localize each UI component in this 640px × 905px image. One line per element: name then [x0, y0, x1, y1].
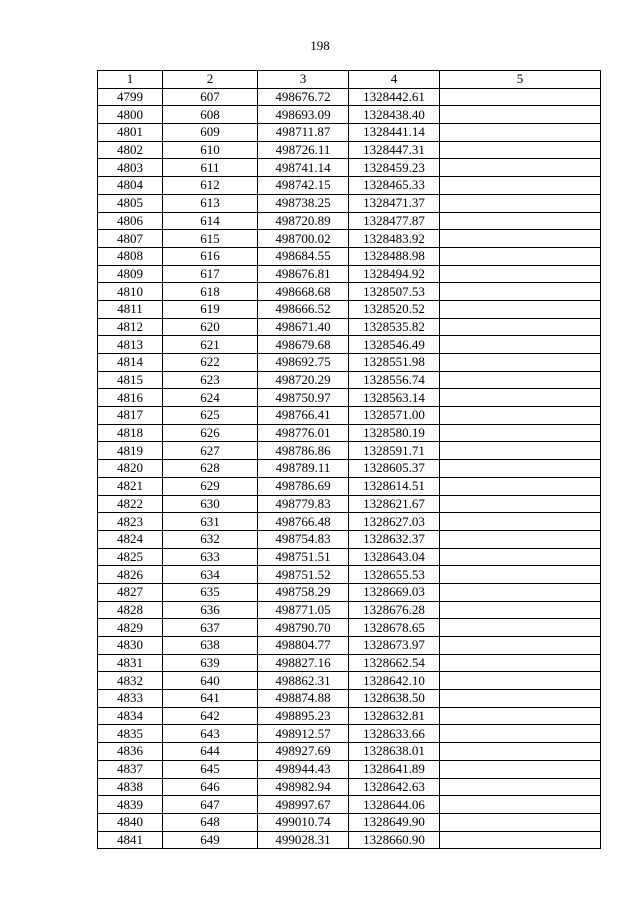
note-cell — [440, 442, 601, 460]
y-coordinate-cell: 1328477.87 — [349, 212, 440, 230]
y-coordinate-cell: 1328632.37 — [349, 530, 440, 548]
note-cell — [440, 389, 601, 407]
vertex-number-cell: 645 — [163, 760, 258, 778]
table-row — [98, 177, 601, 195]
x-coordinate-cell: 498684.55 — [258, 247, 349, 265]
y-coordinate-cell: 1328621.67 — [349, 495, 440, 513]
vertex-number-cell: 627 — [163, 442, 258, 460]
vertex-number-cell: 648 — [163, 813, 258, 831]
note-cell — [440, 495, 601, 513]
point-number-cell: 4838 — [98, 778, 163, 796]
point-number-cell: 4820 — [98, 460, 163, 478]
point-number-cell: 4826 — [98, 566, 163, 584]
vertex-number-cell: 610 — [163, 141, 258, 159]
table-header — [98, 71, 601, 89]
table-row — [98, 354, 601, 372]
table-row — [98, 477, 601, 495]
point-number-cell: 4835 — [98, 725, 163, 743]
vertex-number-cell: 640 — [163, 672, 258, 690]
note-cell — [440, 637, 601, 655]
table-row — [98, 283, 601, 301]
x-coordinate-cell: 498790.70 — [258, 619, 349, 637]
x-coordinate-cell: 498668.68 — [258, 283, 349, 301]
table-row — [98, 707, 601, 725]
table-row — [98, 690, 601, 708]
x-coordinate-cell: 498982.94 — [258, 778, 349, 796]
x-coordinate-cell: 498711.87 — [258, 124, 349, 142]
point-number-cell: 4840 — [98, 813, 163, 831]
y-coordinate-cell: 1328669.03 — [349, 583, 440, 601]
table-row — [98, 124, 601, 142]
table-row — [98, 336, 601, 354]
note-cell — [440, 548, 601, 566]
table-row — [98, 566, 601, 584]
y-coordinate-cell: 1328641.89 — [349, 760, 440, 778]
point-number-cell: 4814 — [98, 354, 163, 372]
point-number-cell: 4812 — [98, 318, 163, 336]
page-number: 198 — [310, 38, 330, 53]
x-coordinate-cell: 498874.88 — [258, 690, 349, 708]
note-cell — [440, 141, 601, 159]
note-cell — [440, 513, 601, 531]
table-row — [98, 760, 601, 778]
vertex-number-cell: 615 — [163, 230, 258, 248]
point-number-cell: 4830 — [98, 637, 163, 655]
point-number-cell: 4819 — [98, 442, 163, 460]
table-row — [98, 212, 601, 230]
x-coordinate-cell: 498754.83 — [258, 530, 349, 548]
vertex-number-cell: 631 — [163, 513, 258, 531]
point-number-cell: 4837 — [98, 760, 163, 778]
note-cell — [440, 707, 601, 725]
y-coordinate-cell: 1328494.92 — [349, 265, 440, 283]
y-coordinate-cell: 1328591.71 — [349, 442, 440, 460]
table-row — [98, 106, 601, 124]
y-coordinate-cell: 1328438.40 — [349, 106, 440, 124]
note-cell — [440, 88, 601, 106]
y-coordinate-cell: 1328442.61 — [349, 88, 440, 106]
y-coordinate-cell: 1328605.37 — [349, 460, 440, 478]
table-row — [98, 796, 601, 814]
point-number-cell: 4816 — [98, 389, 163, 407]
point-number-cell: 4832 — [98, 672, 163, 690]
y-coordinate-cell: 1328614.51 — [349, 477, 440, 495]
note-cell — [440, 601, 601, 619]
x-coordinate-cell: 498804.77 — [258, 637, 349, 655]
vertex-number-cell: 642 — [163, 707, 258, 725]
table-row — [98, 530, 601, 548]
x-coordinate-cell: 498771.05 — [258, 601, 349, 619]
note-cell — [440, 743, 601, 761]
y-coordinate-cell: 1328580.19 — [349, 424, 440, 442]
y-coordinate-cell: 1328520.52 — [349, 300, 440, 318]
table-row — [98, 460, 601, 478]
note-cell — [440, 424, 601, 442]
table-row — [98, 442, 601, 460]
y-coordinate-cell: 1328507.53 — [349, 283, 440, 301]
x-coordinate-cell: 499028.31 — [258, 831, 349, 849]
point-number-cell: 4824 — [98, 530, 163, 548]
table-row — [98, 424, 601, 442]
x-coordinate-cell: 498750.97 — [258, 389, 349, 407]
vertex-number-cell: 639 — [163, 654, 258, 672]
vertex-number-cell: 613 — [163, 194, 258, 212]
vertex-number-cell: 622 — [163, 354, 258, 372]
table-row — [98, 654, 601, 672]
y-coordinate-cell: 1328643.04 — [349, 548, 440, 566]
x-coordinate-cell: 498758.29 — [258, 583, 349, 601]
point-number-cell: 4806 — [98, 212, 163, 230]
y-coordinate-cell: 1328483.92 — [349, 230, 440, 248]
vertex-number-cell: 624 — [163, 389, 258, 407]
note-cell — [440, 194, 601, 212]
y-coordinate-cell: 1328676.28 — [349, 601, 440, 619]
table-row — [98, 300, 601, 318]
note-cell — [440, 106, 601, 124]
x-coordinate-cell: 498676.81 — [258, 265, 349, 283]
point-number-cell: 4815 — [98, 371, 163, 389]
table-row — [98, 619, 601, 637]
point-number-cell: 4833 — [98, 690, 163, 708]
y-coordinate-cell: 1328546.49 — [349, 336, 440, 354]
note-cell — [440, 566, 601, 584]
x-coordinate-cell: 498742.15 — [258, 177, 349, 195]
point-number-cell: 4818 — [98, 424, 163, 442]
vertex-number-cell: 641 — [163, 690, 258, 708]
y-coordinate-cell: 1328678.65 — [349, 619, 440, 637]
x-coordinate-cell: 498720.89 — [258, 212, 349, 230]
point-number-cell: 4813 — [98, 336, 163, 354]
vertex-number-cell: 647 — [163, 796, 258, 814]
x-coordinate-cell: 498997.67 — [258, 796, 349, 814]
y-coordinate-cell: 1328642.10 — [349, 672, 440, 690]
note-cell — [440, 371, 601, 389]
table-row — [98, 495, 601, 513]
point-number-cell: 4829 — [98, 619, 163, 637]
note-cell — [440, 477, 601, 495]
x-coordinate-cell: 498766.48 — [258, 513, 349, 531]
vertex-number-cell: 611 — [163, 159, 258, 177]
note-cell — [440, 283, 601, 301]
table-row — [98, 194, 601, 212]
note-cell — [440, 300, 601, 318]
note-cell — [440, 354, 601, 372]
point-number-cell: 4817 — [98, 407, 163, 425]
note-cell — [440, 159, 601, 177]
header-row — [98, 71, 601, 89]
vertex-number-cell: 638 — [163, 637, 258, 655]
vertex-number-cell: 649 — [163, 831, 258, 849]
vertex-number-cell: 618 — [163, 283, 258, 301]
point-number-cell: 4799 — [98, 88, 163, 106]
note-cell — [440, 760, 601, 778]
y-coordinate-cell: 1328673.97 — [349, 637, 440, 655]
vertex-number-cell: 623 — [163, 371, 258, 389]
x-coordinate-cell: 498720.29 — [258, 371, 349, 389]
point-number-cell: 4822 — [98, 495, 163, 513]
column-header-2: 2 — [163, 71, 258, 89]
table-row — [98, 583, 601, 601]
x-coordinate-cell: 498726.11 — [258, 141, 349, 159]
y-coordinate-cell: 1328571.00 — [349, 407, 440, 425]
y-coordinate-cell: 1328535.82 — [349, 318, 440, 336]
point-number-cell: 4827 — [98, 583, 163, 601]
vertex-number-cell: 617 — [163, 265, 258, 283]
x-coordinate-cell: 498789.11 — [258, 460, 349, 478]
note-cell — [440, 124, 601, 142]
note-cell — [440, 654, 601, 672]
x-coordinate-cell: 498751.52 — [258, 566, 349, 584]
note-cell — [440, 725, 601, 743]
note-cell — [440, 796, 601, 814]
vertex-number-cell: 616 — [163, 247, 258, 265]
table-row — [98, 672, 601, 690]
x-coordinate-cell: 498671.40 — [258, 318, 349, 336]
point-number-cell: 4810 — [98, 283, 163, 301]
note-cell — [440, 619, 601, 637]
y-coordinate-cell: 1328465.33 — [349, 177, 440, 195]
vertex-number-cell: 625 — [163, 407, 258, 425]
x-coordinate-cell: 498666.52 — [258, 300, 349, 318]
y-coordinate-cell: 1328627.03 — [349, 513, 440, 531]
note-cell — [440, 265, 601, 283]
column-header-1: 1 — [98, 71, 163, 89]
note-cell — [440, 336, 601, 354]
note-cell — [440, 530, 601, 548]
x-coordinate-cell: 498692.75 — [258, 354, 349, 372]
vertex-number-cell: 612 — [163, 177, 258, 195]
y-coordinate-cell: 1328638.01 — [349, 743, 440, 761]
point-number-cell: 4841 — [98, 831, 163, 849]
table-row — [98, 159, 601, 177]
table-row — [98, 407, 601, 425]
y-coordinate-cell: 1328488.98 — [349, 247, 440, 265]
x-coordinate-cell: 498751.51 — [258, 548, 349, 566]
note-cell — [440, 831, 601, 849]
x-coordinate-cell: 498944.43 — [258, 760, 349, 778]
table-body — [98, 88, 601, 849]
x-coordinate-cell: 498786.69 — [258, 477, 349, 495]
point-number-cell: 4807 — [98, 230, 163, 248]
table-row — [98, 88, 601, 106]
x-coordinate-cell: 498927.69 — [258, 743, 349, 761]
point-number-cell: 4811 — [98, 300, 163, 318]
vertex-number-cell: 634 — [163, 566, 258, 584]
point-number-cell: 4828 — [98, 601, 163, 619]
y-coordinate-cell: 1328644.06 — [349, 796, 440, 814]
table-row — [98, 230, 601, 248]
vertex-number-cell: 619 — [163, 300, 258, 318]
note-cell — [440, 318, 601, 336]
vertex-number-cell: 608 — [163, 106, 258, 124]
x-coordinate-cell: 498676.72 — [258, 88, 349, 106]
x-coordinate-cell: 498700.02 — [258, 230, 349, 248]
y-coordinate-cell: 1328563.14 — [349, 389, 440, 407]
y-coordinate-cell: 1328662.54 — [349, 654, 440, 672]
vertex-number-cell: 626 — [163, 424, 258, 442]
x-coordinate-cell: 498679.68 — [258, 336, 349, 354]
vertex-number-cell: 643 — [163, 725, 258, 743]
point-number-cell: 4823 — [98, 513, 163, 531]
column-header-5: 5 — [440, 71, 601, 89]
point-number-cell: 4834 — [98, 707, 163, 725]
table-row — [98, 831, 601, 849]
y-coordinate-cell: 1328459.23 — [349, 159, 440, 177]
vertex-number-cell: 614 — [163, 212, 258, 230]
vertex-number-cell: 633 — [163, 548, 258, 566]
point-number-cell: 4836 — [98, 743, 163, 761]
table-row — [98, 548, 601, 566]
note-cell — [440, 177, 601, 195]
x-coordinate-cell: 498786.86 — [258, 442, 349, 460]
table-row — [98, 725, 601, 743]
y-coordinate-cell: 1328556.74 — [349, 371, 440, 389]
vertex-number-cell: 607 — [163, 88, 258, 106]
vertex-number-cell: 629 — [163, 477, 258, 495]
point-number-cell: 4825 — [98, 548, 163, 566]
y-coordinate-cell: 1328638.50 — [349, 690, 440, 708]
vertex-number-cell: 628 — [163, 460, 258, 478]
point-number-cell: 4808 — [98, 247, 163, 265]
point-number-cell: 4802 — [98, 141, 163, 159]
x-coordinate-cell: 499010.74 — [258, 813, 349, 831]
x-coordinate-cell: 498766.41 — [258, 407, 349, 425]
note-cell — [440, 230, 601, 248]
x-coordinate-cell: 498779.83 — [258, 495, 349, 513]
note-cell — [440, 247, 601, 265]
y-coordinate-cell: 1328655.53 — [349, 566, 440, 584]
y-coordinate-cell: 1328551.98 — [349, 354, 440, 372]
vertex-number-cell: 635 — [163, 583, 258, 601]
note-cell — [440, 778, 601, 796]
y-coordinate-cell: 1328441.14 — [349, 124, 440, 142]
table-row — [98, 247, 601, 265]
table-row — [98, 389, 601, 407]
point-number-cell: 4831 — [98, 654, 163, 672]
vertex-number-cell: 646 — [163, 778, 258, 796]
coordinates-table — [97, 70, 601, 849]
note-cell — [440, 672, 601, 690]
table-row — [98, 265, 601, 283]
y-coordinate-cell: 1328660.90 — [349, 831, 440, 849]
vertex-number-cell: 637 — [163, 619, 258, 637]
table-row — [98, 813, 601, 831]
y-coordinate-cell: 1328447.31 — [349, 141, 440, 159]
vertex-number-cell: 630 — [163, 495, 258, 513]
table-row — [98, 513, 601, 531]
y-coordinate-cell: 1328649.90 — [349, 813, 440, 831]
point-number-cell: 4801 — [98, 124, 163, 142]
note-cell — [440, 460, 601, 478]
vertex-number-cell: 620 — [163, 318, 258, 336]
point-number-cell: 4839 — [98, 796, 163, 814]
note-cell — [440, 583, 601, 601]
y-coordinate-cell: 1328471.37 — [349, 194, 440, 212]
vertex-number-cell: 609 — [163, 124, 258, 142]
table-row — [98, 778, 601, 796]
note-cell — [440, 407, 601, 425]
point-number-cell: 4804 — [98, 177, 163, 195]
column-header-4: 4 — [349, 71, 440, 89]
y-coordinate-cell: 1328642.63 — [349, 778, 440, 796]
x-coordinate-cell: 498895.23 — [258, 707, 349, 725]
point-number-cell: 4809 — [98, 265, 163, 283]
column-header-3: 3 — [258, 71, 349, 89]
vertex-number-cell: 644 — [163, 743, 258, 761]
x-coordinate-cell: 498862.31 — [258, 672, 349, 690]
table-row — [98, 318, 601, 336]
vertex-number-cell: 621 — [163, 336, 258, 354]
y-coordinate-cell: 1328633.66 — [349, 725, 440, 743]
x-coordinate-cell: 498693.09 — [258, 106, 349, 124]
note-cell — [440, 813, 601, 831]
vertex-number-cell: 632 — [163, 530, 258, 548]
x-coordinate-cell: 498741.14 — [258, 159, 349, 177]
table-row — [98, 743, 601, 761]
vertex-number-cell: 636 — [163, 601, 258, 619]
point-number-cell: 4800 — [98, 106, 163, 124]
point-number-cell: 4821 — [98, 477, 163, 495]
y-coordinate-cell: 1328632.81 — [349, 707, 440, 725]
point-number-cell: 4803 — [98, 159, 163, 177]
table-row — [98, 371, 601, 389]
table-row — [98, 141, 601, 159]
point-number-cell: 4805 — [98, 194, 163, 212]
note-cell — [440, 690, 601, 708]
x-coordinate-cell: 498738.25 — [258, 194, 349, 212]
table-row — [98, 601, 601, 619]
table-row — [98, 637, 601, 655]
x-coordinate-cell: 498776.01 — [258, 424, 349, 442]
x-coordinate-cell: 498827.16 — [258, 654, 349, 672]
x-coordinate-cell: 498912.57 — [258, 725, 349, 743]
note-cell — [440, 212, 601, 230]
